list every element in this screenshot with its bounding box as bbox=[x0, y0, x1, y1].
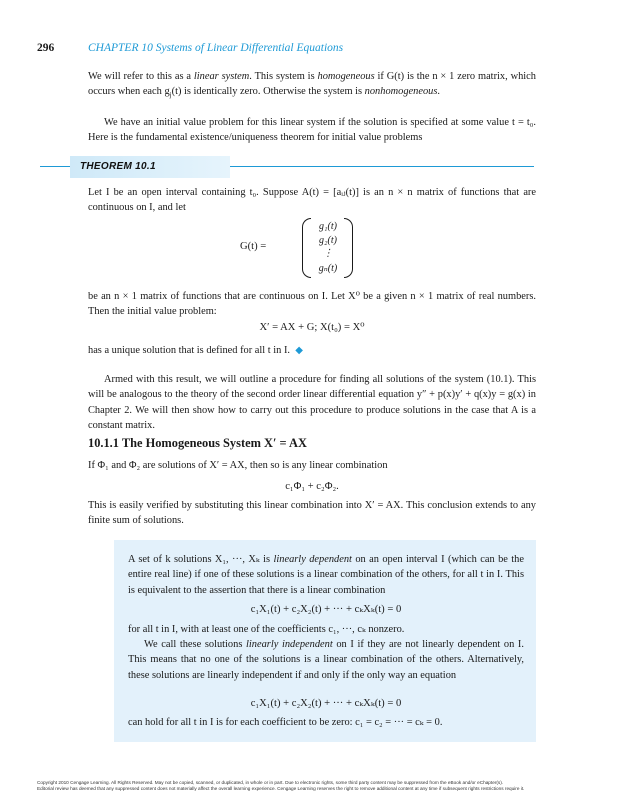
theorem-label: THEOREM 10.1 bbox=[70, 156, 230, 178]
matrix-lhs: G(t) = bbox=[240, 241, 267, 252]
section-heading: 10.1.1 The Homogeneous System X′ = AX bbox=[88, 436, 307, 450]
copyright-line-1: Copyright 2010 Cengage Learning. All Rights Reserved. May not be copied, scanned, or duplicated, in whole or in part. Due to electronic rights, some third party content may be suppressed from the eBook and/or eChapter(s). bbox=[37, 780, 504, 785]
matrix-entry: gₙ(t) bbox=[318, 263, 338, 274]
right-paren-icon bbox=[344, 218, 353, 278]
matrix-entry: ⋮ bbox=[323, 248, 333, 259]
term-nonhomogeneous: nonhomogeneous bbox=[364, 86, 438, 98]
section-paragraph-1: If Φ₁ and Φ₂ are solutions of X′ = AX, then so is any linear combination bbox=[88, 460, 388, 471]
theorem-rule-right bbox=[230, 166, 534, 167]
column-matrix-G bbox=[240, 217, 380, 279]
theorem-ivp-equation: X′ = AX + G; X(t₀) = X⁰ bbox=[259, 322, 365, 333]
definition-equation-1: c₁X₁(t) + c₂X₂(t) + ··· + cₖXₖ(t) = 0 bbox=[250, 604, 402, 615]
definition-paragraph-1: A set of k solutions X₁, ···, Xₖ is linearly dependent on an open interval I (which can be the entire real line) if one of these solutions is a linear combination of the others, for all t in I. This is equivalent to the assertion that there is a linear combination bbox=[128, 554, 524, 596]
definition-box bbox=[114, 540, 536, 742]
term-homogeneous: homogeneous bbox=[317, 71, 375, 82]
matrix-entry: g₂(t) bbox=[319, 235, 337, 246]
section-paragraph-2: This is easily verified by substituting this linear combination into X′ = AX. This conclusion extends to any finite sum of solutions. bbox=[88, 500, 536, 527]
page-number: 296 bbox=[37, 42, 55, 54]
definition-paragraph-2: for all t in I, with at least one of the coefficients c₁, ···, cₖ nonzero. bbox=[128, 624, 405, 635]
theorem-paragraph-1: Let I be an open interval containing t₀. Suppose A(t) = [aᵢⱼ(t)] is an n × n matrix of functions that are continuous on I, and let bbox=[88, 187, 536, 214]
left-paren-icon bbox=[302, 218, 311, 278]
section-equation-1: c₁Φ₁ + c₂Φ₂. bbox=[285, 481, 339, 492]
theorem-rule-left bbox=[40, 166, 70, 167]
term-linear-system: linear system bbox=[193, 71, 250, 82]
term-linearly-dependent: linearly dependent bbox=[273, 554, 352, 565]
end-of-theorem-icon: ◆ bbox=[295, 345, 303, 356]
copyright-line-2: Editorial review has deemed that any suppressed content does not materially affect the overall learning experience. Cengage Learning reserves the right to remove additional content at any time if subsequent rights restrictions require it. bbox=[37, 786, 525, 791]
definition-paragraph-4: can hold for all t in I is for each coefficient to be zero: c₁ = c₂ = ··· = cₖ = 0. bbox=[128, 717, 443, 728]
theorem-paragraph-2: be an n × 1 matrix of functions that are continuous on I. Let X⁰ be a given n × 1 matrix of real numbers. Then the initial value problem: bbox=[88, 291, 536, 318]
body-paragraph-1: Armed with this result, we will outline a procedure for finding all solutions of the system (10.1). This will be analogous to the theory of the second order linear differential equation y″ + p(x)y′ + q(x)y = g(x) in Chapter 2. We will then show how to carry out this procedure to produce solutions in the case that A is a constant matrix. bbox=[88, 374, 536, 432]
definition-equation-2: c₁X₁(t) + c₂X₂(t) + ··· + cₖXₖ(t) = 0 bbox=[250, 698, 402, 709]
theorem-paragraph-3: has a unique solution that is defined for all t in I. ◆ bbox=[88, 345, 303, 356]
definition-paragraph-3: We call these solutions linearly independent on I if they are not linearly dependent on I. This means that no one of the solutions is a linear combination of the others. Alternatively, these solutions are linearly independent if and only if the only way an equation bbox=[128, 639, 524, 681]
term-linearly-independent: linearly independent bbox=[246, 639, 333, 650]
intro-paragraph-2: We have an initial value problem for this linear system if the solution is specified at some value t = t₀. Here is the fundamental existence/uniqueness theorem for initial value problems bbox=[88, 117, 536, 144]
intro-paragraph-1: We will refer to this as a linear system. This system is homogeneous if G(t) is the n × 1 zero matrix, which occurs when each $g_j(t)$ is identically zero. Otherwise the system is nonhomogeneous. bbox=[88, 71, 536, 100]
running-head: CHAPTER 10 Systems of Linear Differential Equations bbox=[88, 42, 344, 54]
matrix-entry: g₁(t) bbox=[319, 221, 337, 232]
